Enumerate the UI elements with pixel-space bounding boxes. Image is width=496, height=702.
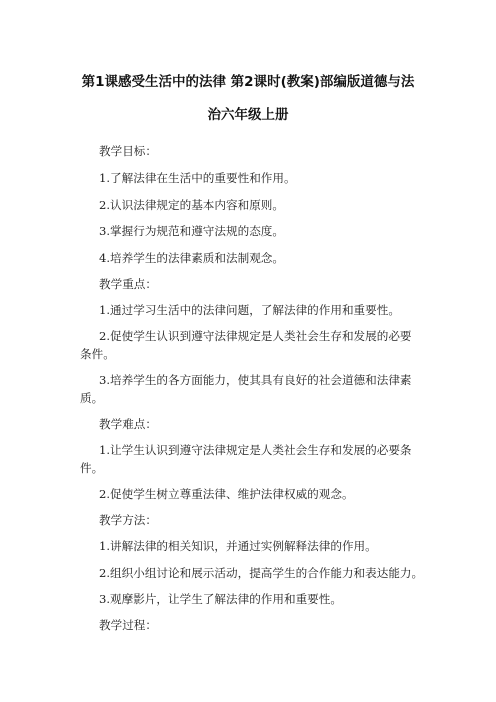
document-title-line-2: 治六年级上册 xyxy=(207,107,289,123)
key-point-item: 2.促使学生认识到遵守法律规定是人类社会生存和发展的必要 xyxy=(99,329,412,343)
key-point-item: 3.培养学生的各方面能力，使其具有良好的社会道德和法律素 xyxy=(99,373,412,387)
section-heading-process: 教学过程： xyxy=(99,618,157,632)
goal-item: 1.了解法律在生活中的重要性和作用。 xyxy=(99,171,296,185)
method-item: 1.讲解法律的相关知识，并通过实例解释法律的作用。 xyxy=(99,539,377,553)
document-title-line-1: 第1课感受生活中的法律 第2课时(教案)部编版道德与法 xyxy=(81,74,415,90)
section-heading-difficulties: 教学难点： xyxy=(99,417,157,431)
section-heading-key-points: 教学重点： xyxy=(99,277,157,291)
goal-item: 3.掌握行为规范和遵守法规的态度。 xyxy=(99,224,284,238)
goal-item: 4.培养学生的法律素质和法制观念。 xyxy=(99,251,284,265)
section-heading-goals: 教学目标： xyxy=(99,144,157,158)
key-point-item-continuation: 条件。 xyxy=(80,347,115,361)
method-item: 2.组织小组讨论和展示活动，提高学生的合作能力和表达能力。 xyxy=(99,566,424,580)
key-point-item-continuation: 质。 xyxy=(80,391,104,405)
method-item: 3.观摩影片，让学生了解法律的作用和重要性。 xyxy=(99,592,342,606)
difficulty-item: 2.促使学生树立尊重法律、维护法律权威的观念。 xyxy=(99,487,354,501)
goal-item: 2.认识法律规定的基本内容和原则。 xyxy=(99,198,284,212)
difficulty-item-continuation: 件。 xyxy=(80,461,104,475)
difficulty-item: 1.让学生认识到遵守法律规定是人类社会生存和发展的必要条 xyxy=(99,443,412,457)
key-point-item: 1.通过学习生活中的法律问题，了解法律的作用和重要性。 xyxy=(99,303,400,317)
section-heading-methods: 教学方法： xyxy=(99,513,157,527)
